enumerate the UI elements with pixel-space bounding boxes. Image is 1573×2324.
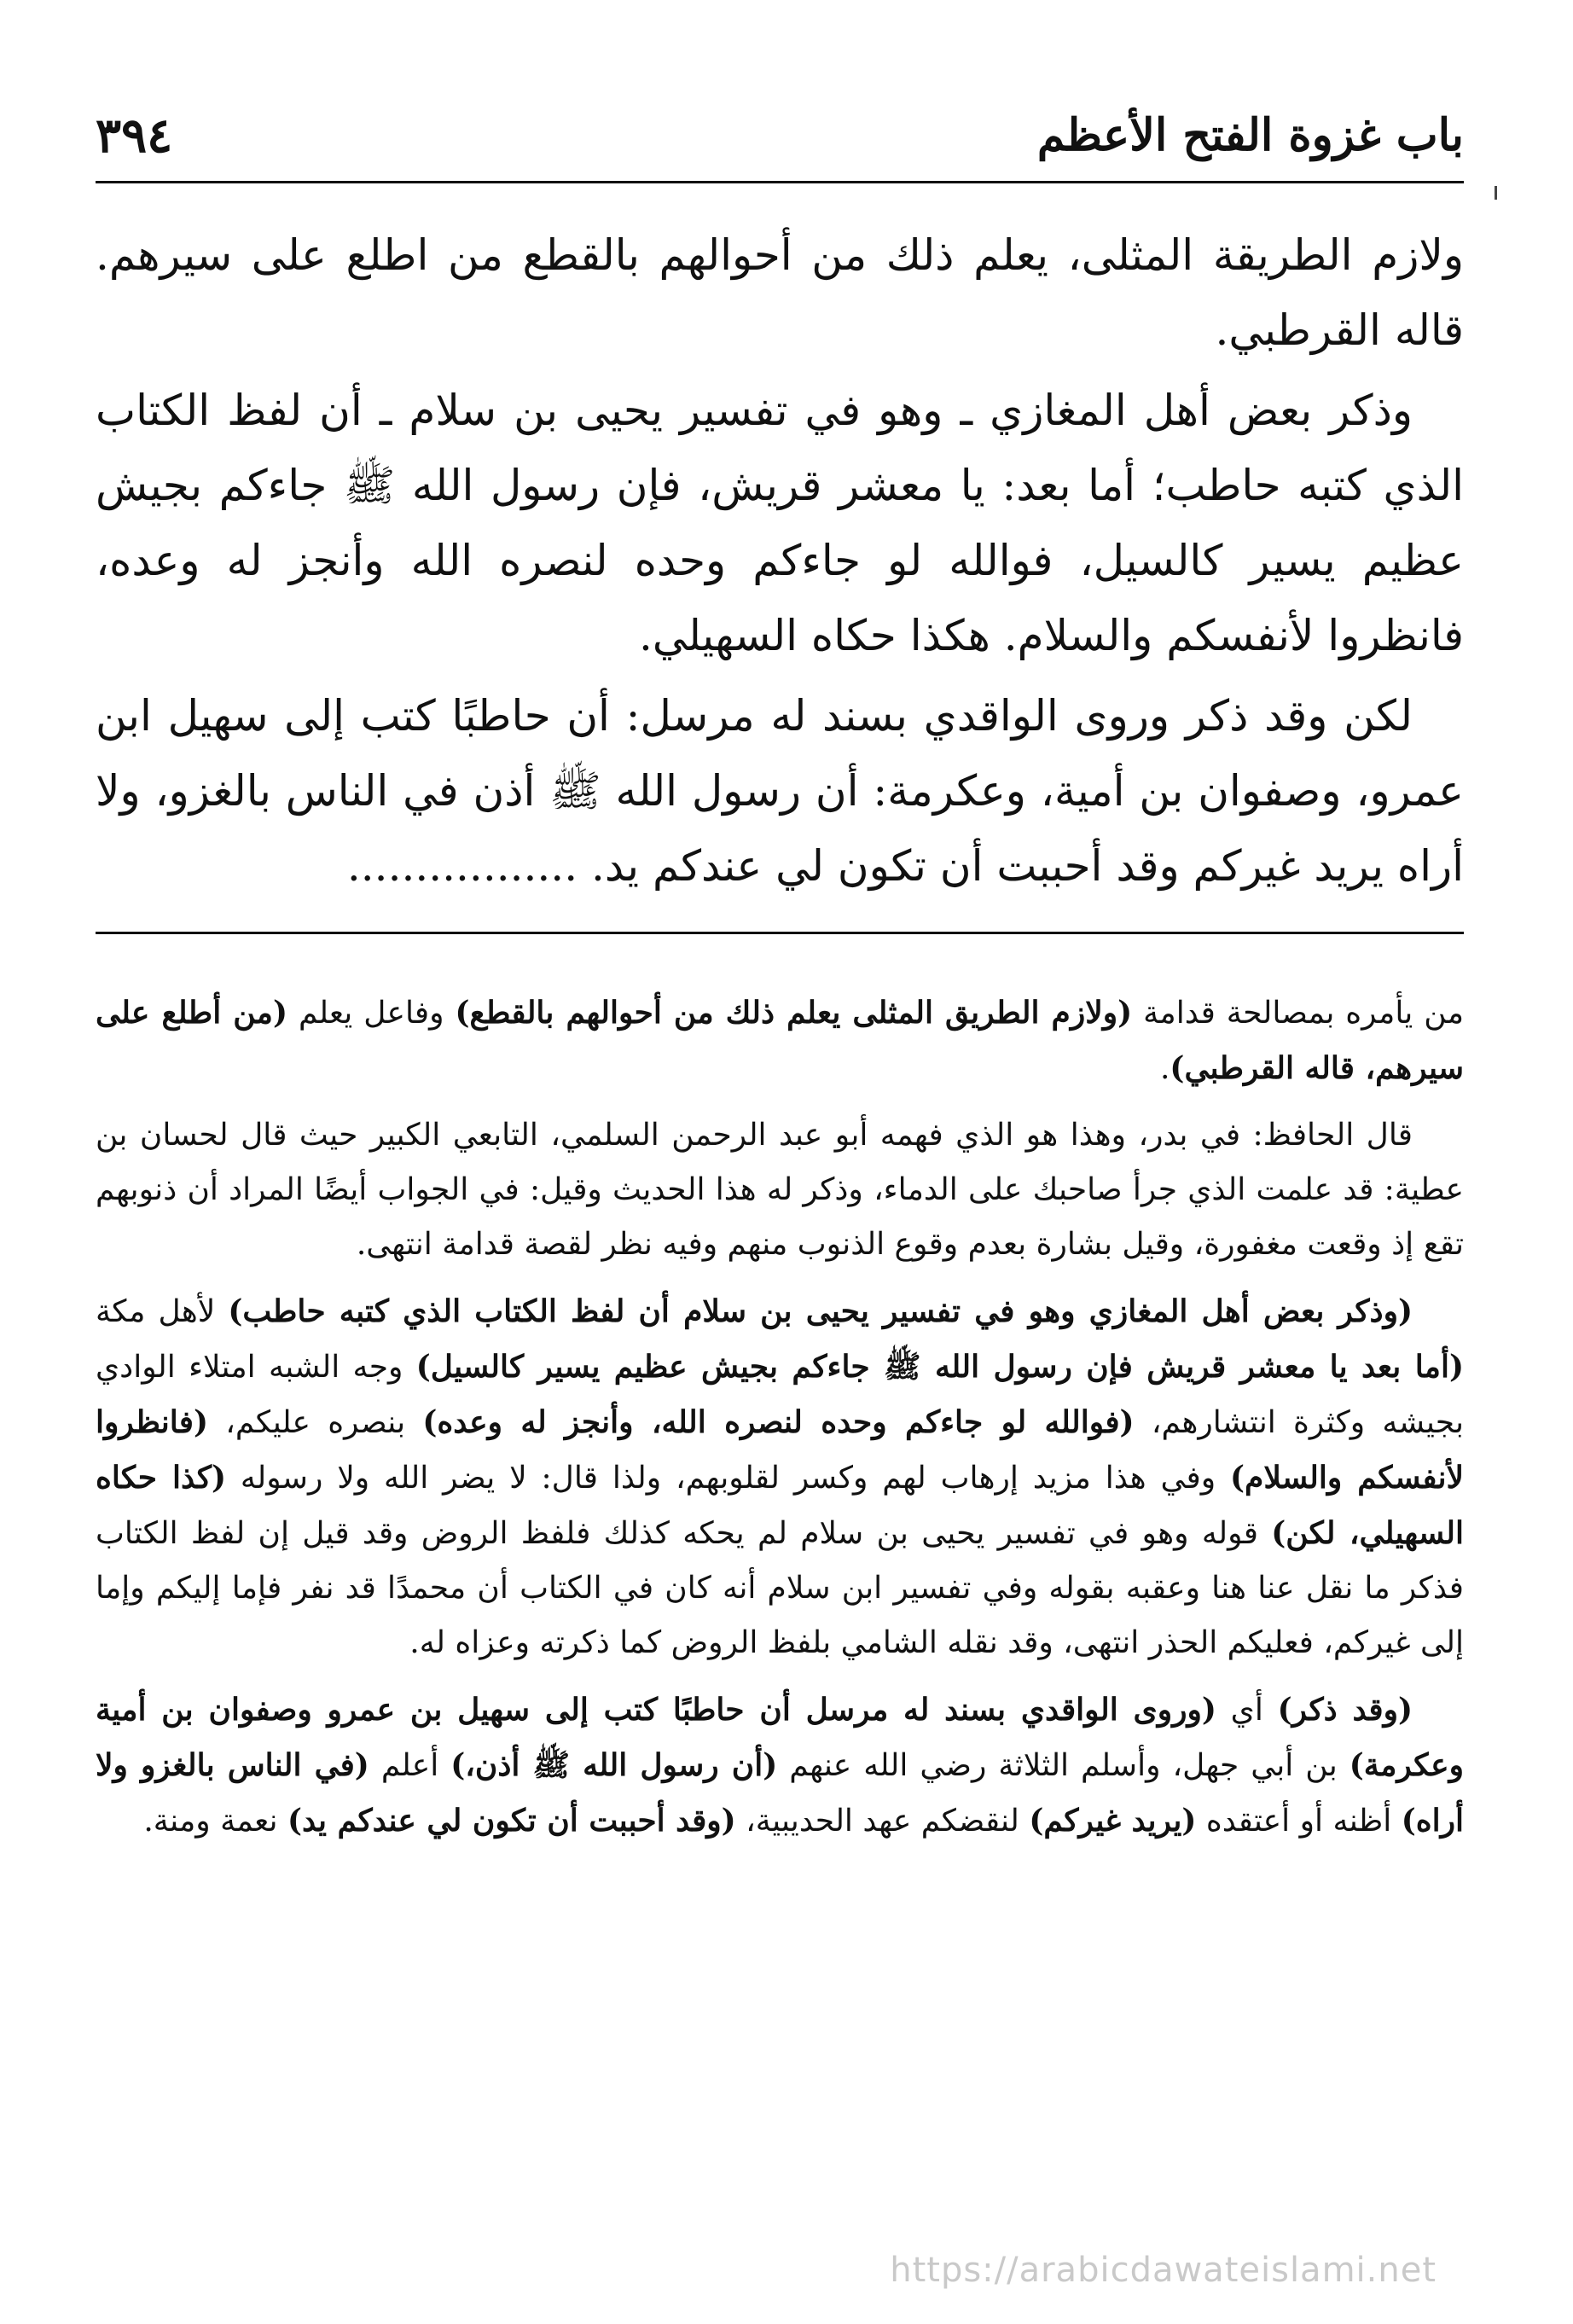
- main-paragraph-3-text: لكن وقد ذكر وروى الواقدي بسند له مرسل: أن حاطبًا كتب إلى سهيل ابن عمرو، وصفوان بن أمية، وعكرمة: أن رسول الله ﷺ أذن في الناس بالغزو، ولا أراه يريد غيركم وقد أحببت أن تكون لي عندكم يد.: [96, 691, 1464, 891]
- main-paragraph-2: وذكر بعض أهل المغازي ـ وهو في تفسير يحيى بن سلام ـ أن لفظ الكتاب الذي كتبه حاطب؛ أما بعد: يا معشر قريش، فإن رسول الله ﷺ جاءكم بجيش عظيم يسير كالسيل، فوالله لو جاءكم وحده لنصره الله وأنجز له وعده، فانظروا لأنفسكم والسلام. هكذا حكاه السهيلي.: [96, 386, 1464, 660]
- commentary-text-run: وجه الشبه امتلاء الوادي بجيشه وكثرة انتشارهم،: [96, 1350, 1464, 1440]
- quoted-matn: (كذا حكاه السهيلي، لكن): [96, 1460, 1464, 1551]
- margin-mark: [1495, 186, 1497, 200]
- commentary-text: [96, 985, 1464, 1861]
- chapter-title: باب غزوة الفتح الأعظم: [1036, 109, 1464, 161]
- commentary-text-run: وفاعل يعلم: [287, 996, 456, 1031]
- page-number: ٣٩٤: [96, 107, 173, 164]
- quoted-matn: (فانظروا لأنفسكم والسلام): [96, 1404, 1464, 1496]
- commentary-text-run: وفي هذا مزيد إرهاب لهم وكسر لقلوبهم، ولذا قال: لا يضر الله ولا رسوله: [226, 1461, 1231, 1496]
- commentary-text-run: أعلم: [369, 1748, 451, 1783]
- quoted-matn: (وقد أحببت أن تكون لي عندكم يد): [287, 1803, 736, 1839]
- commentary-text-run: بن أبي جهل، وأسلم الثلاثة رضي الله عنهم: [777, 1748, 1350, 1783]
- commentary-text-run: من يأمره بمصالحة قدامة: [1132, 996, 1464, 1031]
- quoted-matn: (ولازم الطريق المثلى يعلم ذلك من أحوالهم بالقطع): [455, 995, 1133, 1031]
- main-text: [96, 218, 1464, 909]
- main-paragraph-1: ولازم الطريقة المثلى، يعلم ذلك من أحوالهم بالقطع من اطلع على سيرهم. قاله القرطبي.: [96, 230, 1464, 355]
- header-divider: [96, 181, 1464, 183]
- commentary-text-run: نعمة ومنة.: [143, 1804, 288, 1839]
- commentary-text-run: أظنه أو أعتقده: [1196, 1804, 1402, 1839]
- quoted-matn: (من أطلع على سيرهم، قاله القرطبي): [96, 995, 1464, 1086]
- commentary-paragraph-4: [96, 1682, 1464, 1849]
- footnote-divider: [96, 932, 1464, 934]
- commentary-paragraph-3: [96, 1284, 1464, 1670]
- commentary-text-run: لأهل مكة: [96, 1294, 229, 1329]
- quoted-matn: (أن رسول الله ﷺ أذن،): [450, 1747, 778, 1783]
- ellipsis-dots: .................: [346, 841, 578, 891]
- quoted-matn: (وذكر بعض أهل المغازي وهو في تفسير يحيى بن سلام أن لفظ الكتاب الذي كتبه حاطب): [228, 1293, 1413, 1329]
- page-header: [96, 102, 1464, 179]
- commentary-paragraph-1: [96, 985, 1464, 1096]
- quoted-matn: (فوالله لو جاءكم وحده لنصره الله، وأنجز له وعده): [422, 1404, 1135, 1440]
- quoted-matn: (يريد غيركم): [1029, 1803, 1197, 1839]
- quoted-matn: (وروى الواقدي بسند له مرسل أن حاطبًا كتب إلى سهيل بن عمرو وصفوان بن أمية وعكرمة): [96, 1692, 1464, 1783]
- main-paragraph-3: [96, 678, 1464, 903]
- commentary-text-run: .: [1159, 1051, 1170, 1086]
- commentary-text-run: أي: [1216, 1693, 1278, 1728]
- quoted-matn: (وقد ذكر): [1277, 1692, 1413, 1728]
- commentary-paragraph-2: قال الحافظ: في بدر، وهذا هو الذي فهمه أبو عبد الرحمن السلمي، التابعي الكبير حيث قال لحسان بن عطية: قد علمت الذي جرأ صاحبك على الدماء، وذكر له هذا الحديث وقيل: في الجواب أيضًا المراد أن ذنوبهم تقع إذ وقعت مغفورة، وقيل بشارة بعدم وقوع الذنوب منهم وفيه نظر لقصة قدامة انتهى.: [96, 1118, 1464, 1262]
- commentary-text-run: بنصره عليكم،: [208, 1405, 423, 1440]
- commentary-text-run: لنقضكم عهد الحديبية،: [735, 1804, 1030, 1839]
- quoted-matn: (في الناس بالغزو ولا أراه): [96, 1747, 1464, 1839]
- quoted-matn: (أما بعد يا معشر قريش فإن رسول الله ﷺ جاءكم بجيش عظيم يسير كالسيل): [415, 1349, 1465, 1385]
- commentary-text-run: قوله وهو في تفسير يحيى بن سلام لم يحكه كذلك فلفظ الروض وقد قيل إن لفظ الكتاب فذكر ما نقل عنا هنا وعقبه بقوله وفي تفسير ابن سلام أنه كان في الكتاب أن محمدًا قد نفر فإما إليكم وإما إلى غيركم، فعليكم الحذر انتهى، وقد نقله الشامي بلفظ الروض كما ذكرته وعزاه له.: [96, 1516, 1464, 1660]
- watermark-url: https://arabicdawateislami.net: [890, 2251, 1437, 2290]
